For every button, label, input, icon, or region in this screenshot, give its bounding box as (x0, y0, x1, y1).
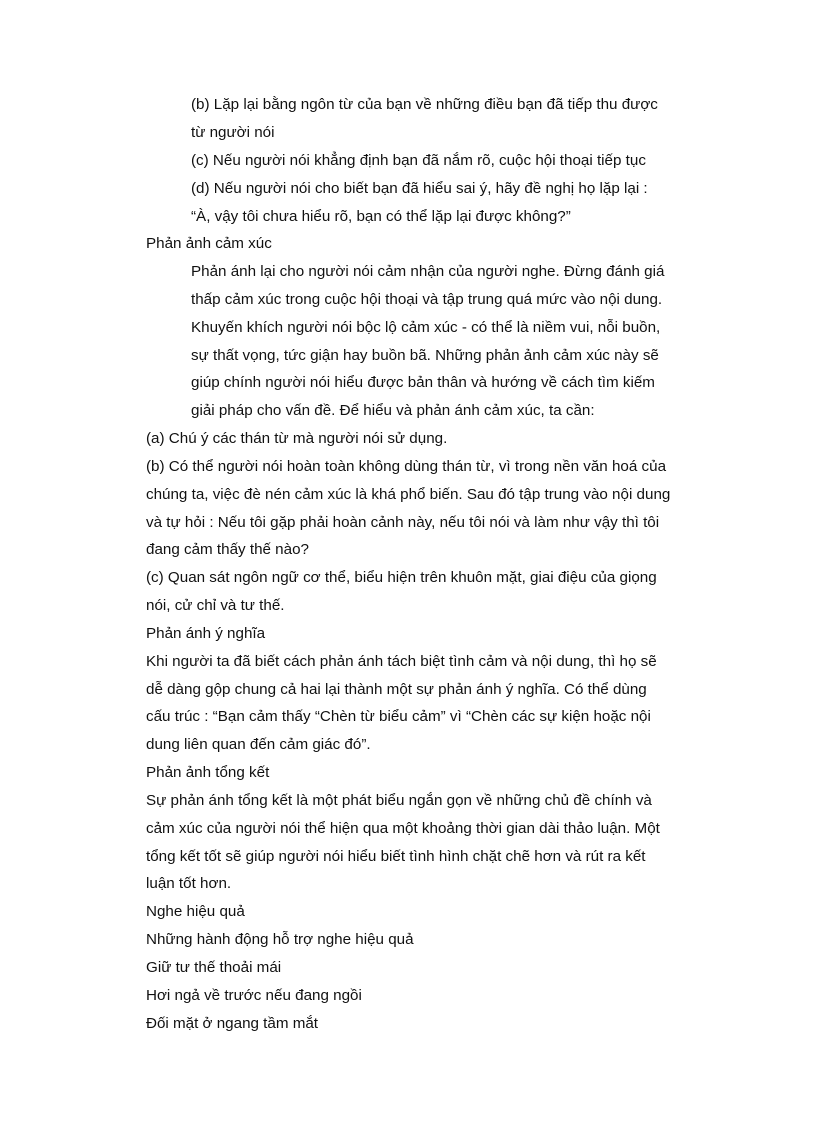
text-line: (b) Có thể người nói hoàn toàn không dùng thán từ, vì trong nền văn hoá của (146, 458, 667, 475)
text-line: (c) Nếu người nói khẳng định bạn đã nắm rõ, cuộc hội thoại tiếp tục (191, 152, 646, 169)
text-line: (c) Quan sát ngôn ngữ cơ thể, biểu hiện trên khuôn mặt, giai điệu của giọng (146, 569, 657, 586)
text-line: chúng ta, việc đè nén cảm xúc là khá phổ biến. Sau đó tập trung vào nội dung (146, 486, 671, 503)
section-heading: Phản ánh ý nghĩa (146, 625, 266, 642)
text-line: dễ dàng gộp chung cả hai lại thành một sự phản ánh ý nghĩa. Có thể dùng (146, 681, 647, 698)
text-line: Giữ tư thế thoải mái (146, 959, 282, 976)
text-line: giải pháp cho vấn đề. Để hiểu và phản ánh cảm xúc, ta cần: (191, 402, 595, 419)
text-line: sự thất vọng, tức giận hay buồn bã. Những phản ảnh cảm xúc này sẽ (191, 347, 659, 364)
text-line: tổng kết tốt sẽ giúp người nói hiểu biết tình hình chặt chẽ hơn và rút ra kết (146, 848, 646, 865)
text-line: Khi người ta đã biết cách phản ánh tách biệt tình cảm và nội dung, thì họ sẽ (146, 653, 657, 670)
text-line: Đối mặt ở ngang tầm mắt (146, 1015, 319, 1032)
text-line: Khuyến khích người nói bộc lộ cảm xúc - có thể là niềm vui, nỗi buồn, (191, 319, 661, 336)
text-line: cấu trúc : “Bạn cảm thấy “Chèn từ biểu cảm” vì “Chèn các sự kiện hoặc nội (146, 708, 651, 725)
text-line: Những hành động hỗ trợ nghe hiệu quả (146, 931, 414, 948)
text-line: luận tốt hơn. (146, 875, 232, 892)
text-line: thấp cảm xúc trong cuộc hội thoại và tập trung quá mức vào nội dung. (191, 291, 663, 308)
text-line: và tự hỏi : Nếu tôi gặp phải hoàn cảnh này, nếu tôi nói và làm như vậy thì tôi (146, 514, 660, 531)
text-line: từ người nói (191, 124, 275, 141)
section-heading: Phản ảnh tổng kết (146, 764, 270, 781)
text-line: nói, cử chỉ và tư thế. (146, 597, 285, 614)
text-line: đang cảm thấy thế nào? (146, 541, 309, 558)
section-heading: Nghe hiệu quả (146, 903, 245, 920)
text-line: (d) Nếu người nói cho biết bạn đã hiểu sai ý, hãy đề nghị họ lặp lại : (191, 180, 648, 197)
text-line: Sự phản ánh tổng kết là một phát biểu ngắn gọn về những chủ đề chính và (146, 792, 652, 809)
text-line: “À, vậy tôi chưa hiểu rõ, bạn có thể lặp lại được không?” (191, 208, 571, 225)
text-line: giúp chính người nói hiểu được bản thân và hướng về cách tìm kiếm (191, 374, 655, 391)
text-line: cảm xúc của người nói thể hiện qua một khoảng thời gian dài thảo luận. Một (146, 820, 660, 837)
text-line: Phản ánh lại cho người nói cảm nhận của người nghe. Đừng đánh giá (191, 263, 665, 280)
text-line: dung liên quan đến cảm giác đó”. (146, 736, 371, 753)
text-line: (a) Chú ý các thán từ mà người nói sử dụng. (146, 430, 448, 447)
section-heading: Phản ảnh cảm xúc (146, 235, 272, 252)
text-line: Hơi ngả về trước nếu đang ngồi (146, 987, 362, 1004)
text-line: (b) Lặp lại bằng ngôn từ của bạn về những điều bạn đã tiếp thu được (191, 96, 658, 113)
